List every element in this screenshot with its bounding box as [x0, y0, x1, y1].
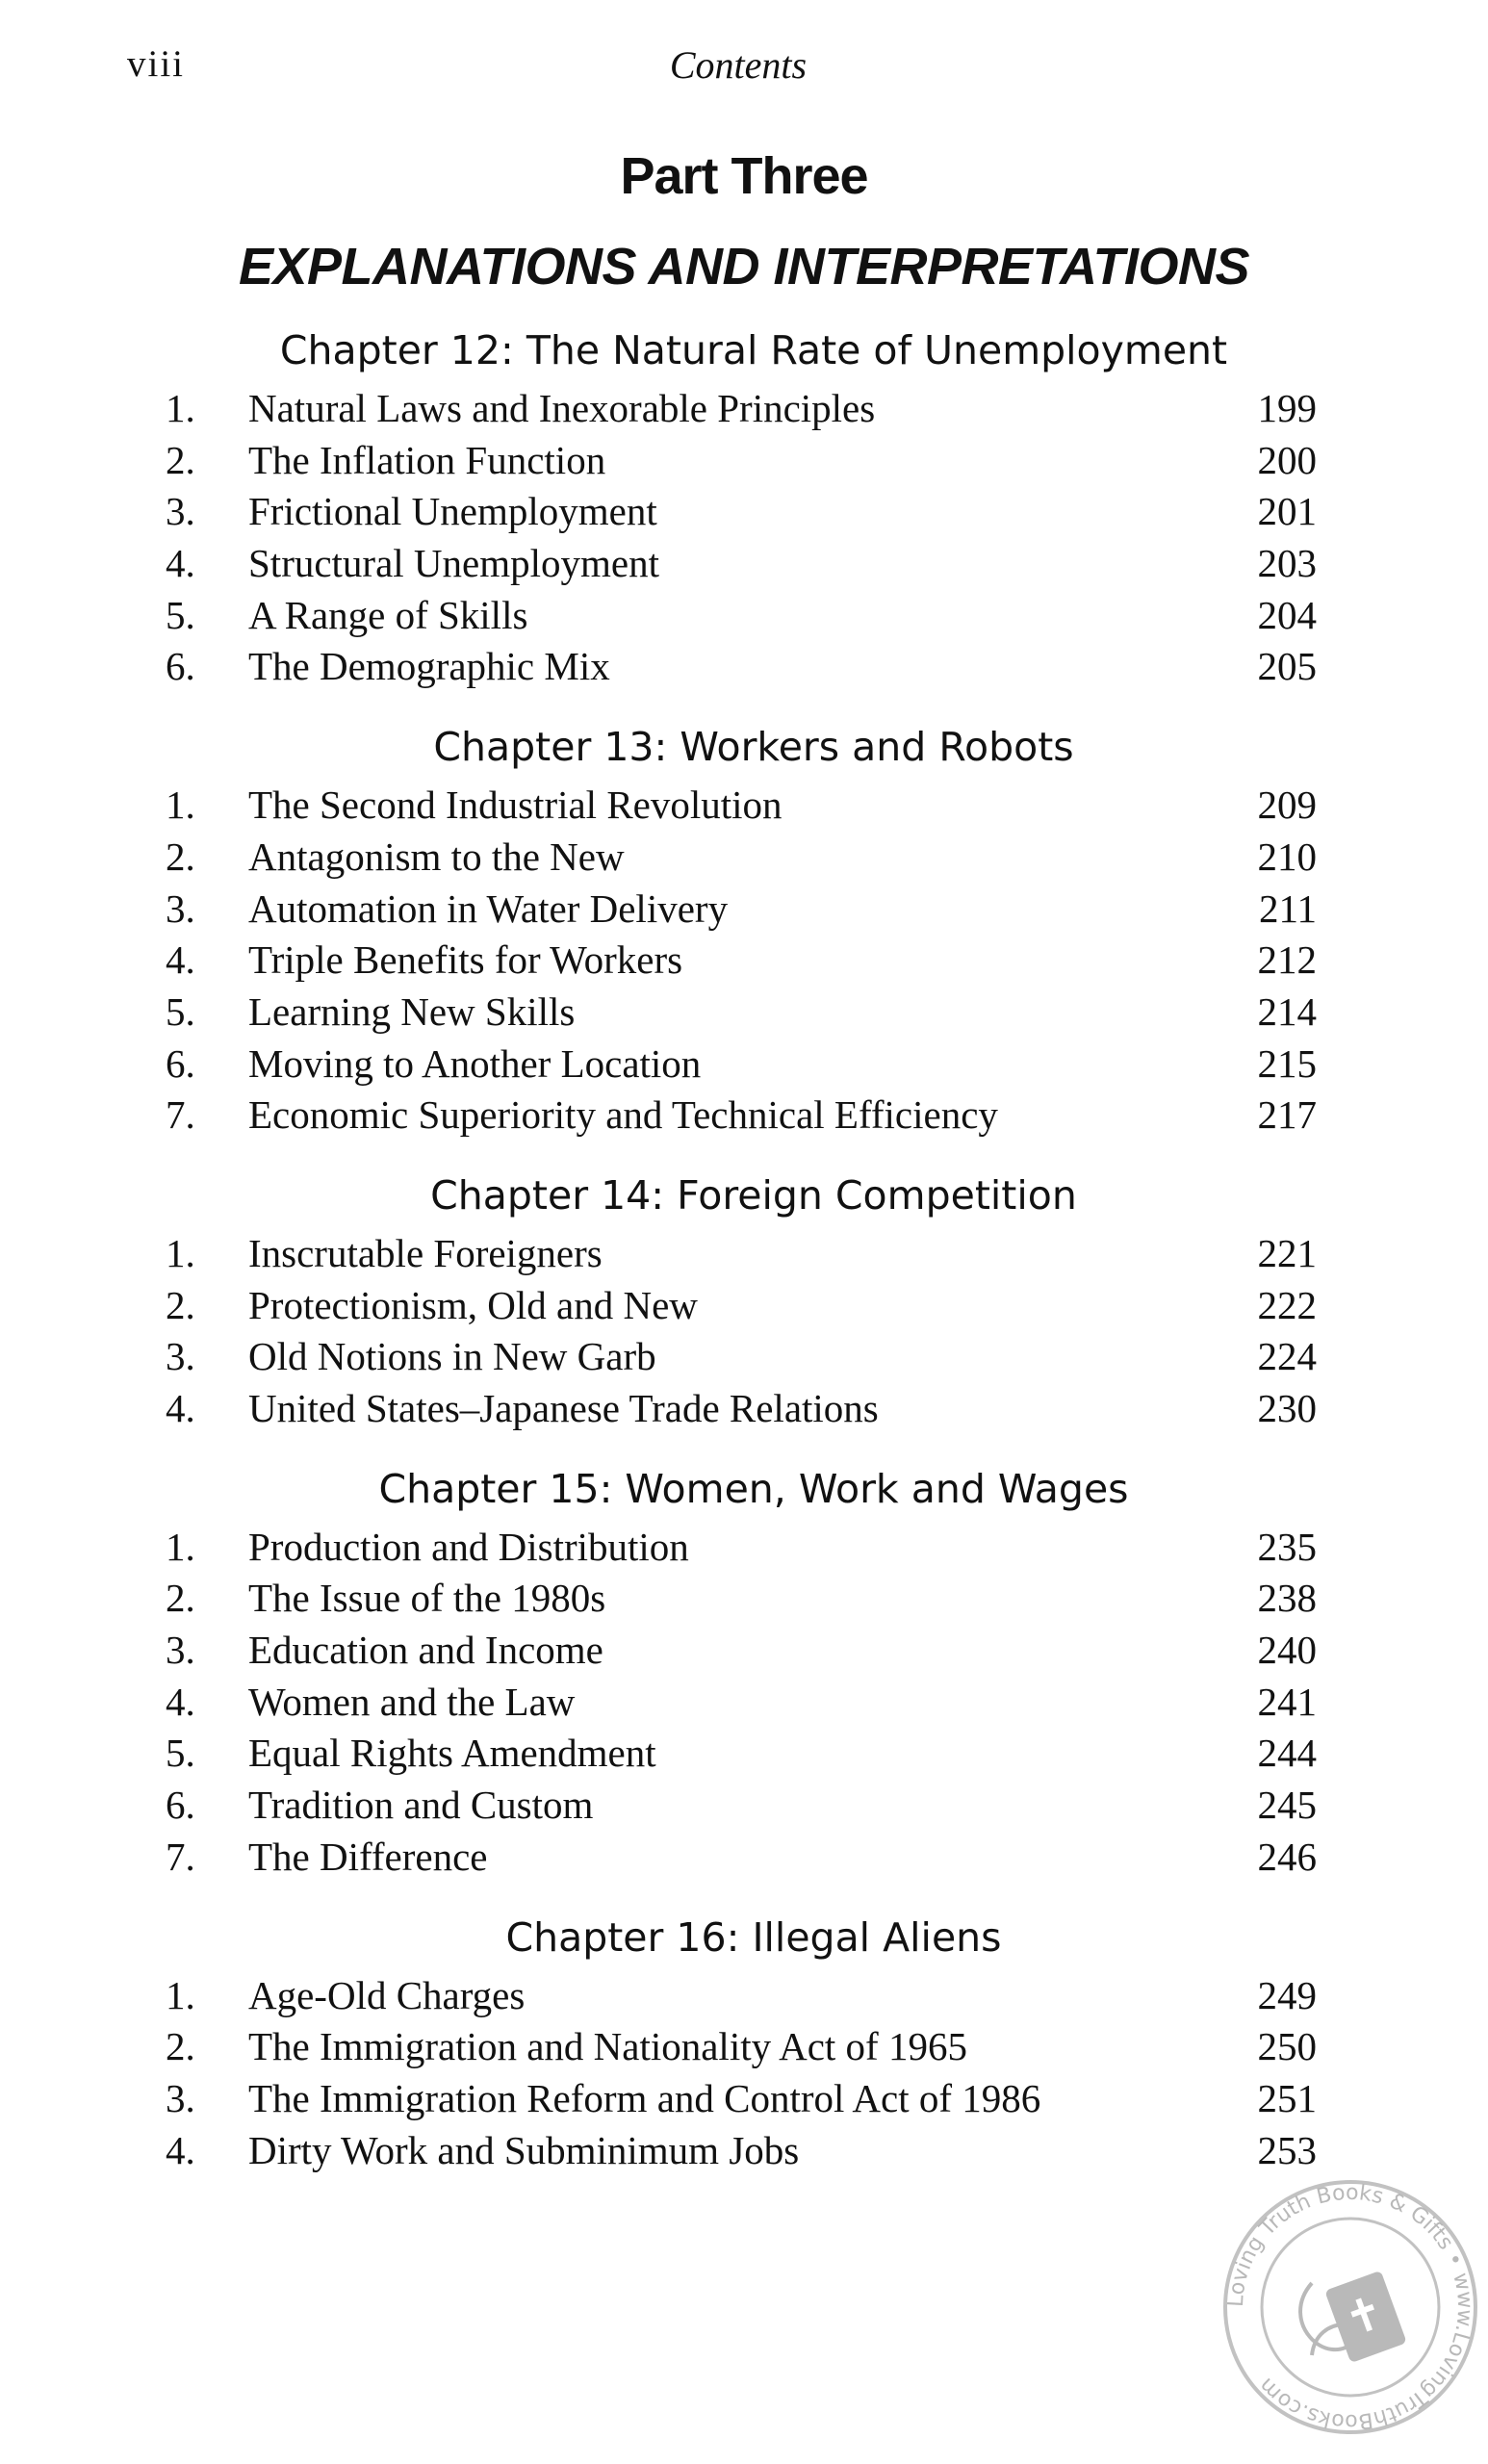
toc-entry: [0, 1832, 1488, 1884]
entry-page-number: 205: [1257, 644, 1317, 689]
toc-entry: [0, 780, 1488, 832]
entry-page-number: 210: [1257, 834, 1317, 879]
chapter-heading: Chapter 15: Women, Work and Wages: [378, 1465, 1129, 1512]
toc-entry: [0, 486, 1488, 538]
entry-page-number: 201: [1257, 489, 1317, 534]
entry-title: The Demographic Mix: [248, 644, 610, 689]
entry-number: 4.: [166, 1386, 195, 1430]
entry-title: Structural Unemployment: [248, 541, 659, 586]
entry-number: 5.: [166, 592, 195, 637]
entry-number: 3.: [166, 886, 195, 931]
entry-number: 3.: [166, 1628, 195, 1673]
part-title: Part Three: [620, 147, 868, 205]
entry-title: Production and Distribution: [248, 1524, 689, 1569]
toc-entry: [0, 1090, 1488, 1142]
entry-page-number: 222: [1257, 1282, 1317, 1327]
entry-number: 6.: [166, 1783, 195, 1828]
toc-entry: [0, 1331, 1488, 1383]
chapter-section: [0, 1456, 1488, 1884]
entry-title: The Second Industrial Revolution: [248, 783, 782, 828]
toc-entry: [0, 435, 1488, 487]
toc-entry: [0, 1039, 1488, 1091]
entry-page-number: 251: [1257, 2075, 1317, 2120]
toc-entry: [0, 1970, 1488, 2022]
chapter-section: [0, 714, 1488, 1142]
entry-number: 1.: [166, 1230, 195, 1275]
entry-page-number: 235: [1257, 1524, 1317, 1569]
entry-number: 7.: [166, 1834, 195, 1879]
stamp-text-path: Loving Truth Books & Gifts • www.LovingTruthBooks.com: [1223, 2180, 1477, 2434]
toc-entry: [0, 1522, 1488, 1574]
entry-number: 4.: [166, 541, 195, 586]
entry-page-number: 246: [1257, 1834, 1317, 1879]
entry-title: Economic Superiority and Technical Efficiency: [248, 1092, 998, 1138]
entry-title: Tradition and Custom: [248, 1783, 594, 1828]
entry-number: 3.: [166, 489, 195, 534]
entry-page-number: 230: [1257, 1386, 1317, 1430]
entry-page-number: 241: [1257, 1679, 1317, 1724]
entry-number: 3.: [166, 2075, 195, 2120]
entry-number: 2.: [166, 1576, 195, 1621]
entry-number: 1.: [166, 1972, 195, 2017]
entry-number: 1.: [166, 386, 195, 430]
chapter-section: [0, 1163, 1488, 1435]
toc-entry: [0, 383, 1488, 435]
entry-page-number: 204: [1257, 592, 1317, 637]
entry-page-number: 199: [1257, 386, 1317, 430]
entry-page-number: 245: [1257, 1783, 1317, 1828]
entry-number: 6.: [166, 1040, 195, 1086]
entry-number: 2.: [166, 2024, 195, 2069]
entry-number: 4.: [166, 2127, 195, 2172]
entry-page-number: 249: [1257, 1972, 1317, 2017]
entry-title: Triple Benefits for Workers: [248, 937, 683, 983]
toc-entry: [0, 1573, 1488, 1625]
entry-number: 1.: [166, 783, 195, 828]
entry-number: 2.: [166, 437, 195, 482]
entry-title: Antagonism to the New: [248, 834, 625, 879]
chapter-section: [0, 1905, 1488, 2177]
entry-title: Moving to Another Location: [248, 1040, 702, 1086]
toc-entry: [0, 935, 1488, 987]
running-title: [0, 42, 1488, 88]
toc-entry: [0, 1677, 1488, 1729]
entry-page-number: 217: [1257, 1092, 1317, 1138]
toc-entry: [0, 1280, 1488, 1332]
entry-title: Education and Income: [248, 1628, 603, 1673]
entry-title: The Immigration and Nationality Act of 1965: [248, 2024, 967, 2069]
entry-page-number: 203: [1257, 541, 1317, 586]
page-folio: viii: [127, 43, 186, 85]
entry-title: A Range of Skills: [248, 592, 528, 637]
entry-page-number: 253: [1257, 2127, 1317, 2172]
chapter-heading: Chapter 16: Illegal Aliens: [505, 1913, 1002, 1961]
running-title-text: Contents: [669, 43, 808, 87]
entry-title: Women and the Law: [248, 1679, 576, 1724]
entry-page-number: 200: [1257, 437, 1317, 482]
toc-entry: [0, 1728, 1488, 1780]
entry-page-number: 215: [1257, 1040, 1317, 1086]
entry-page-number: 238: [1257, 1576, 1317, 1621]
table-of-contents: [0, 318, 1488, 2197]
running-head: [0, 42, 1488, 100]
entry-page-number: 214: [1257, 988, 1317, 1034]
entry-number: 2.: [166, 1282, 195, 1327]
entry-number: 3.: [166, 1334, 195, 1379]
entry-title: United States–Japanese Trade Relations: [248, 1386, 879, 1430]
entry-page-number: 211: [1259, 886, 1317, 931]
entry-title: Old Notions in New Garb: [248, 1334, 656, 1379]
entry-title: Dirty Work and Subminimum Jobs: [248, 2127, 800, 2172]
entry-title: Frictional Unemployment: [248, 489, 657, 534]
entry-title: The Immigration Reform and Control Act of 1986: [248, 2075, 1041, 2120]
toc-entry: [0, 1383, 1488, 1435]
entry-title: Age-Old Charges: [248, 1972, 526, 2017]
entry-number: 2.: [166, 834, 195, 879]
entry-number: 6.: [166, 644, 195, 689]
entry-page-number: 250: [1257, 2024, 1317, 2069]
entry-title: Automation in Water Delivery: [248, 886, 729, 931]
entry-title: The Issue of the 1980s: [248, 1576, 606, 1621]
entry-title: Protectionism, Old and New: [248, 1282, 698, 1327]
entry-number: 1.: [166, 1524, 195, 1569]
toc-entry: [0, 832, 1488, 884]
entry-title: Inscrutable Foreigners: [248, 1230, 603, 1275]
chapter-heading: Chapter 13: Workers and Robots: [433, 724, 1074, 771]
toc-entry: [0, 538, 1488, 590]
toc-entry: [0, 2021, 1488, 2073]
chapter-heading: Chapter 12: The Natural Rate of Unemployment: [279, 327, 1228, 373]
toc-entry: [0, 641, 1488, 693]
entry-title: Equal Rights Amendment: [248, 1731, 656, 1776]
toc-entry: [0, 1228, 1488, 1280]
chapter-section: [0, 318, 1488, 693]
toc-entry: [0, 1625, 1488, 1677]
toc-entry: [0, 1780, 1488, 1832]
toc-entry: [0, 987, 1488, 1039]
entry-page-number: 244: [1257, 1731, 1317, 1776]
part-subtitle: EXPLANATIONS AND INTERPRETATIONS: [238, 238, 1250, 295]
entry-title: Learning New Skills: [248, 988, 576, 1034]
entry-number: 5.: [166, 1731, 195, 1776]
entry-number: 5.: [166, 988, 195, 1034]
entry-page-number: 224: [1257, 1334, 1317, 1379]
entry-page-number: 212: [1257, 937, 1317, 983]
toc-entry: [0, 2073, 1488, 2125]
toc-entry: [0, 2125, 1488, 2177]
entry-number: 7.: [166, 1092, 195, 1138]
watermark-stamp: [1220, 2177, 1480, 2437]
entry-number: 4.: [166, 1679, 195, 1724]
toc-entry: [0, 884, 1488, 936]
entry-page-number: 209: [1257, 783, 1317, 828]
entry-title: The Inflation Function: [248, 437, 606, 482]
entry-page-number: 240: [1257, 1628, 1317, 1673]
chapter-heading: Chapter 14: Foreign Competition: [430, 1171, 1077, 1219]
entry-title: The Difference: [248, 1834, 488, 1879]
entry-page-number: 221: [1257, 1230, 1317, 1275]
entry-number: 4.: [166, 937, 195, 983]
toc-entry: [0, 590, 1488, 642]
entry-title: Natural Laws and Inexorable Principles: [248, 386, 876, 430]
